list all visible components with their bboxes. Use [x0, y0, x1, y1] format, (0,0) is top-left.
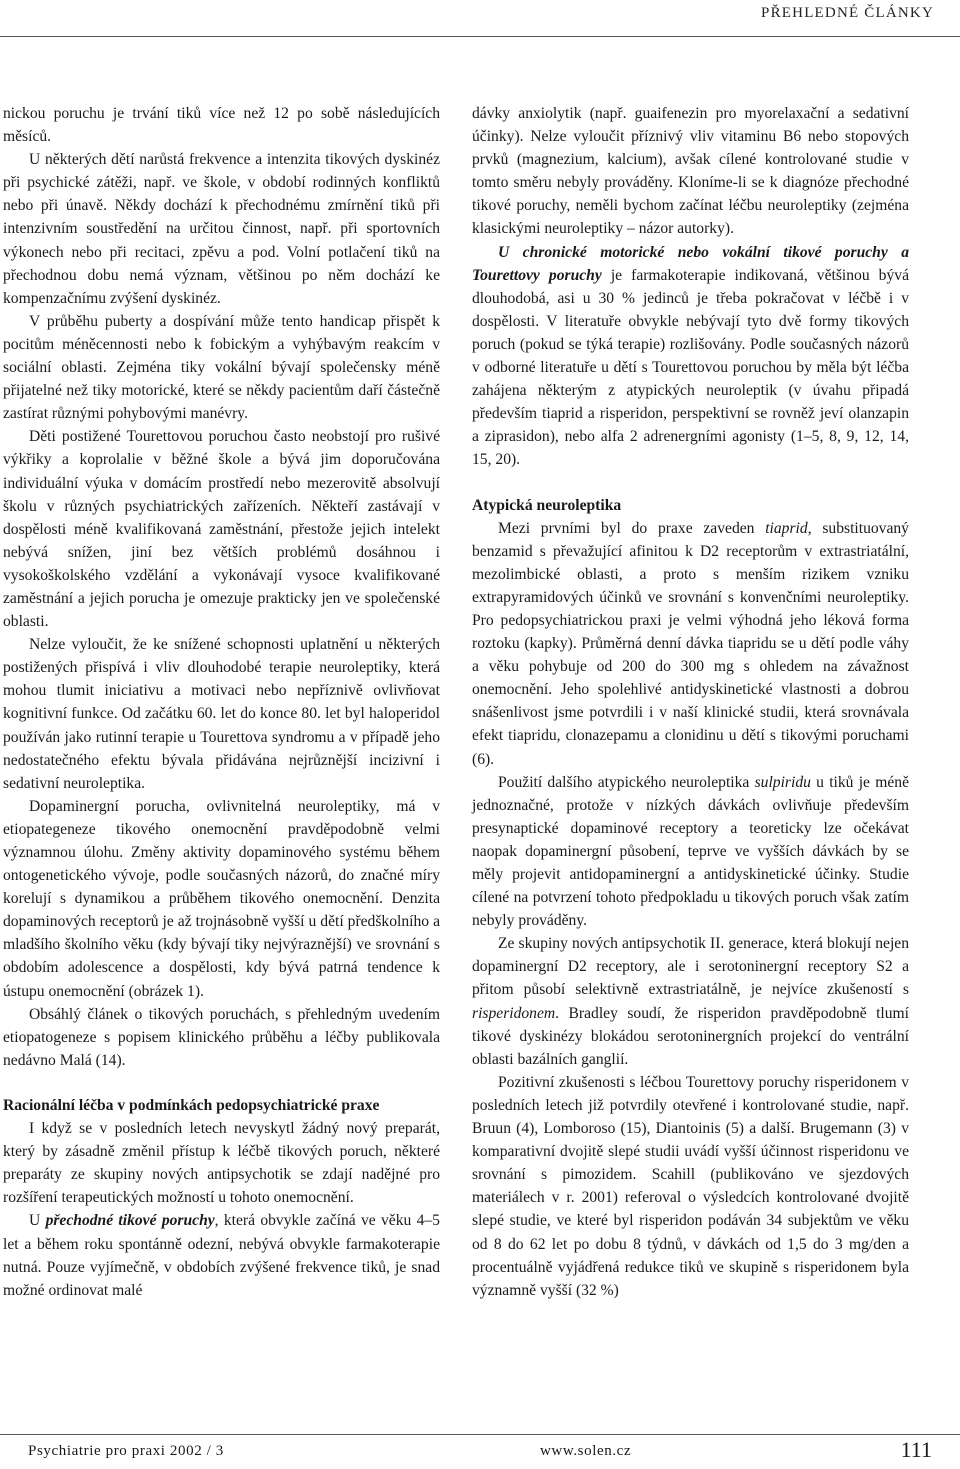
header-rule: [0, 36, 960, 37]
paragraph: V průběhu puberty a dospívání může tento handicap přispět k pocitům méněcennosti nebo k fobickým a vyhýbavým reakcím v sociální oblasti. Zejména tiky vokální bývají společensky méně přijatelné než tiky motorické, které se někdy pacientům daří částečně zastírat různými pohybovými manévry.: [3, 312, 440, 423]
text-run: . Bradley soudí, že risperidon pravděpodobně tlumí tikové dyskinézy blokádou serotoninergních projekcí do ventrální oblasti bazálních ganglií.: [472, 1004, 909, 1068]
paragraph: [3, 1209, 440, 1301]
emphasis-text: přechodné tikové poruchy: [45, 1212, 215, 1230]
italic-term: tiaprid: [765, 519, 808, 537]
right-column: [472, 102, 909, 1302]
italic-term: risperidonem: [472, 1004, 556, 1022]
paragraph: [472, 771, 909, 933]
paragraph: U některých dětí narůstá frekvence a intenzita tikových dyskinéz při psychické zátěži, např. ve škole, v období rodinných konfliktů nebo při únavě. Někdy dochází k přechodnému zmírnění tiků při intenzivním soustředění na určitou činnost, např. při sportovních výkonech nebo při recitaci, zpěvu a pod. Volní potlačení tiků na přechodnou dobu nemá význam, většinou po něm dochází ke kompenzačnímu zvýšení dyskinéz.: [3, 151, 440, 307]
paragraph: Dopaminergní porucha, ovlivnitelná neuroleptiky, má v etiopategeneze tikového onemocnění pravděpodobně velmi významnou úlohu. Změny aktivity dopaminového systému během ontogenetického vývoje, podle současných názorů, do značné míry korelují s dynamikou a průběhem tikového onemocnění. Denzita dopaminových receptorů je až trojnásobně vyšší u dětí předškolního a mladšího školního věku (kdy bývají tiky nejvýraznější) ve srovnání s obdobím adolescence a dospělosti, kdy bývá patrná tendence k ústupu onemocnění (obrázek 1).: [3, 797, 440, 1000]
text-run: U: [29, 1212, 46, 1230]
page-number: 111: [900, 1437, 932, 1462]
paragraph: [472, 932, 909, 1071]
paragraph: Děti postižené Tourettovou poruchou často neobstojí pro rušivé výkřiky a koprolalie v běžné škole a bývá jim doporučována individuální výuka v domácím prostředí nebo mezerovitě absolvují školu v různých psychiatrických zařízeních. Někteří zastávají v dospělosti méně kvalifikovaná zaměstnání, přestože jejich intelekt nebývá snížen, jiní bez větších problémů dosáhnou i vysokoškolského vzdělání a vykonávají vysoce kvalifikované zaměstnání a jejich porucha je omezuje prakticky jen ve společenské oblasti.: [3, 428, 440, 631]
journal-citation: Psychiatrie pro praxi 2002 / 3: [28, 1443, 224, 1459]
text-run: , substituovaný benzamid s převažující afinitou k D2 receptorům v extrastriatální, mezolimbické oblasti, a proto s menším rizikem vzniku extrapyramidových účinků ve srovnání s konvenčními neuroleptiky. Pro pedopsychiatrickou praxi je velmi výhodná jeho léková forma roztoku (kapky). Průměrná denní dávka tiapridu se u dětí podle váhy a věku pohybuje od 200 do 300 mg s ohledem na závažnost onemocnění. Jeho spolehlivé antidyskinetické vlastnosti a dobrou snášenlivost jsme potvrdili i v naší klinické studii, která srovnávala efekt tiapridu, clonazepamu a clonidinu u dětí s tikovými poruchami (6).: [472, 519, 909, 768]
paragraph: [472, 517, 909, 771]
section-heading: Racionální léčba v podmínkách pedopsychiatrické praxe: [3, 1096, 380, 1114]
website-link[interactable]: www.solen.cz: [540, 1443, 632, 1459]
text-run: u tiků je méně jednoznačné, protože v nízkých dávkách ovlivňuje především presynaptické dopaminové receptory a teoreticky lze očekávat naopak dopaminergní působení, teprve ve vyšších dávkách by se měly projevit antidopaminergní a antidyskinetické účinky. Studie cílené na potvrzení tohoto předpokladu u tikových poruch však zatím nebyly prováděny.: [472, 773, 909, 930]
italic-term: sulpiridu: [754, 773, 811, 791]
emphasis-text: U chronické motorické nebo vokální tikové poruchy a Tourettovy poruchy: [472, 243, 909, 284]
paragraph: dávky anxiolytik (např. guaifenezin pro myorelaxační a sedativní účinky). Nelze vyloučit příznivý vliv vitaminu B6 nebo stopových prvků (magnezium, kalcium), avšak cílené kontrolované studie v tomto směru nebyly prováděny. Kloníme-li se k diagnóze přechodné tikové poruchy, neměli bychom začínat léčbu neuroleptiky (zejména klasickými neuroleptiky – názor autorky).: [472, 105, 909, 238]
text-run: Mezi prvními byl do praxe zaveden: [498, 519, 766, 537]
paragraph: Nelze vyloučit, že ke snížené schopnosti uplatnění u některých postižených přispívá i vliv dlouhodobé terapie neuroleptiky, která mohou tlumit iniciativu a motivaci nebo nepříznivě ovlivňovat kognitivní funkce. Od začátku 60. let do konce 80. let byl haloperidol používán jako rutinní terapie u Tourettova syndromu a v případě jeho nedostatečného efektu bývala přidávána nejrůznější incizivní i sedativní neuroleptika.: [3, 636, 440, 792]
left-column: [3, 102, 440, 1302]
text-run: Ze skupiny nových antipsychotik II. generace, která blokují nejen dopaminergní D2 receptory, ale i serotoninergní receptory S2 a přitom působí selektivně extrastriatálně, je nejvíce zkušeností s: [472, 935, 909, 999]
section-label: PŘEHLEDNÉ ČLÁNKY: [761, 5, 934, 21]
paragraph: nickou poruchu je trvání tiků více než 12 po sobě následujících měsíců.: [3, 105, 440, 146]
paragraph: [472, 241, 909, 472]
text-run: Použití dalšího atypického neuroleptika: [498, 773, 755, 791]
text-run: je farmakoterapie indikovaná, většinou bývá dlouhodobá, asi u 30 % jedinců je třeba pokračovat v léčbě i v dospělosti. V literatuře obvykle nebývají tyto dvě formy tikových poruch (pokud se týká terapie) rozlišovány. Podle současných názorů v odborné literatuře u dětí s Tourettovou poruchou by měla být léčba zahájena některým z atypických neuroleptik (v úvahu připadá především tiaprid a risperidon, perspektivní se rovněž jeví olanzapin a ziprasidon), nebo alfa 2 adrenergními agonisty (1–5, 8, 9, 12, 14, 15, 20).: [472, 266, 909, 469]
paragraph: Pozitivní zkušenosti s léčbou Tourettovy poruchy risperidonem v posledních letech již potvrdily otevřené i kontrolované studie, např. Bruun (4), Lomboroso (15), Diantoinis (5) a další. Brugemann (3) v komparativní dvojitě slepé studii uvádí vyšší účinnost risperidonu ve srovnání s pimozidem. Scahill (publikováno ve sjezdových materiálech v r. 2001) referoval o výsledcích kontrolované dvojitě slepé studie, ve které byl risperidon podáván 34 subjektům ve věku od 8 do 62 let po dobu 8 týdnů, v dávkách od 1,5 do 3 mg/den a procentuálně vyjádřená redukce tiků ve skupině s risperidonem byla významně vyšší (32 %): [472, 1073, 909, 1299]
text-run: , která obvykle začíná ve věku 4–5 let a během roku spontánně odezní, nebývá obvykle farmakoterapie nutná. Pouze vyjímečně, v obdobích zvýšené frekvence tiků, je snad možné ordinovat malé: [3, 1212, 440, 1299]
paragraph: Obsáhlý článek o tikových poruchách, s přehledným uvedením etiopatogeneze s popisem klinického průběhu a léčby publikovala nedávno Malá (14).: [3, 1005, 440, 1069]
footer-rule: [0, 1434, 960, 1435]
section-heading: Atypická neuroleptika: [472, 496, 622, 514]
paragraph: I když se v posledních letech nevyskytl žádný nový preparát, který by zásadně změnil přístup k léčbě tikových poruch, některé preparáty ze skupiny nových antipsychotik se zdají nadějné pro rozšíření terapeutických možností u tohoto onemocnění.: [3, 1120, 440, 1207]
